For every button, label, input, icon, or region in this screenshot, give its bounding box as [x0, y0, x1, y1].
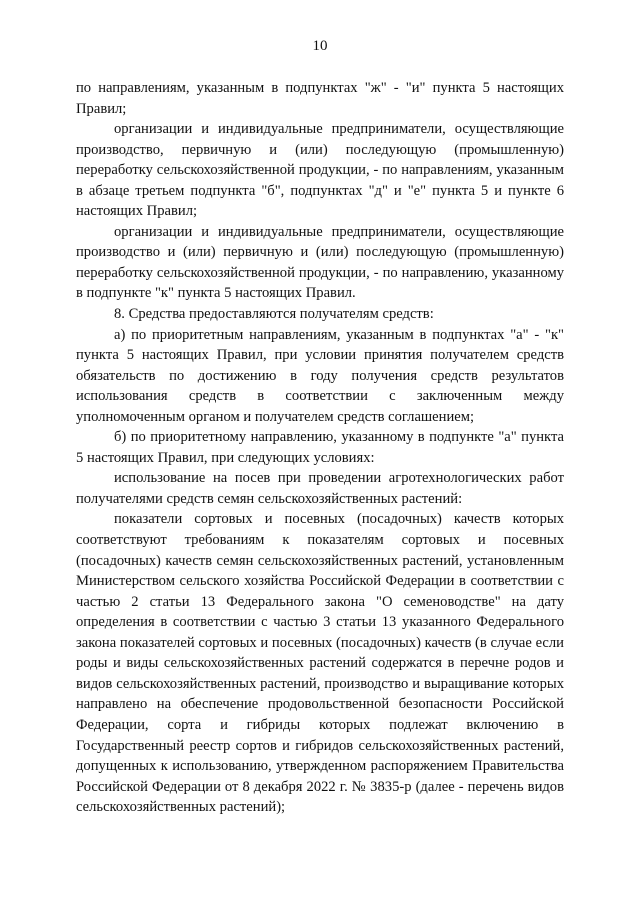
paragraph-8: показатели сортовых и посевных (посадочных) качеств которых соответствуют требованиям к показателям сортовых и посевных (посадочных) качеств семян сельскохозяйственных растений, установленным Министерством сельского хозяйства Российской Федерации в соответствии с частью 2 статьи 13 Федерального закона "О семеноводстве" на дату определения в соответствии с частью 3 статьи 13 указанного Федерального закона показателей сортовых и посевных (посадочных) качеств (в случае если роды и виды сельскохозяйственных растений содержатся в перечне родов и видов сельскохозяйственных растений, производство и выращивание которых направлено на обеспечение продовольственной безопасности Российской Федерации, сорта и гибриды которых подлежат включению в Государственный реестр сортов и гибридов сельскохозяйственных растений, допущенных к использованию, утвержденном распоряжением Правительства Российской Федерации от 8 декабря 2022 г. № 3835-р (далее - перечень видов сельскохозяйственных растений); [76, 511, 564, 816]
page-number: 10 [312, 38, 328, 54]
paragraph-7: использование на посев при проведении агротехнологических работ получателями средств семян сельскохозяйственных растений: [76, 470, 564, 507]
paragraph-4: 8. Средства предоставляются получателям средств: [114, 306, 434, 323]
document-body [76, 78, 564, 818]
paragraph-2: организации и индивидуальные предприниматели, осуществляющие производство, первичную и (или) последующую (промышленную) переработку сельскохозяйственной продукции, - по направлениям, указанным в абзаце третьем подпункта "б", подпунктах "д" и "е" пункта 5 и пункте 6 настоящих Правил; [76, 121, 564, 220]
paragraph-3: организации и индивидуальные предприниматели, осуществляющие производство и (или) первичную и (или) последующую (промышленную) переработку сельскохозяйственной продукции, - по направлению, указанному в подпункте "к" пункта 5 настоящих Правил. [76, 223, 564, 302]
paragraph-5: а) по приоритетным направлениям, указанным в подпунктах "а" - "к" пункта 5 настоящих Правил, при условии принятия получателем средств обязательств по достижению в году получения средств результатов использования средств в соответствии с заключенным между уполномоченным органом и получателем средств соглашением; [76, 326, 564, 425]
paragraph-6: б) по приоритетному направлению, указанному в подпункте "а" пункта 5 настоящих Правил, при следующих условиях: [76, 429, 564, 466]
paragraph-1: по направлениям, указанным в подпунктах "ж" - "и" пункта 5 настоящих Правил; [76, 80, 564, 117]
